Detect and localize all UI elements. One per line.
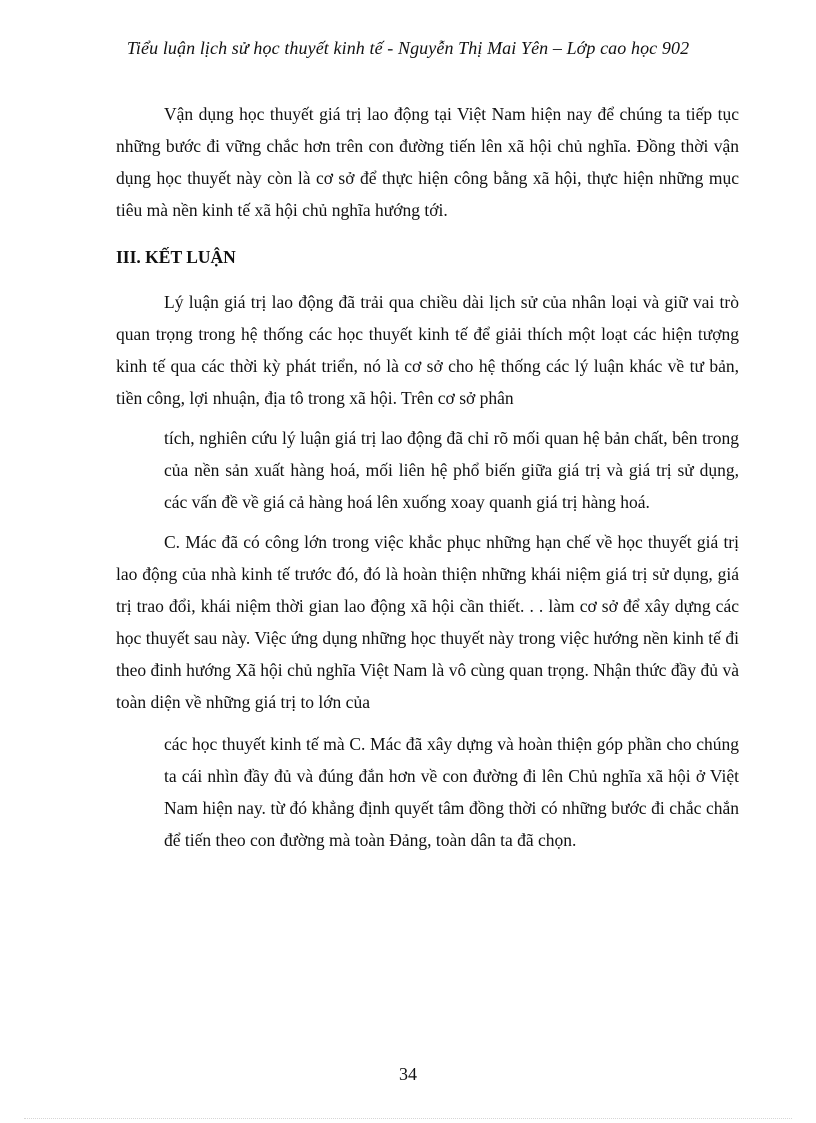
body-paragraph-1: Vận dụng học thuyết giá trị lao động tại Việt Nam hiện nay để chúng ta tiếp tục những bước đi vững chắc hơn trên con đường tiến lên xã hội chủ nghĩa. Đồng thời vận dụng học thuyết này còn là cơ sở để thực hiện công bằng xã hội, thực hiện những mục tiêu mà nền kinh tế xã hội chủ nghĩa hướng tới. — [116, 104, 739, 220]
page-header: Tiểu luận lịch sử học thuyết kinh tế - Nguyễn Thị Mai Yên – Lớp cao học 902 — [126, 38, 690, 58]
body-paragraph-3: tích, nghiên cứu lý luận giá trị lao động đã chỉ rõ mối quan hệ bản chất, bên trong của nền sản xuất hàng hoá, mối liên hệ phổ biến giữa giá trị và giá trị sử dụng, các vấn đề về giá cả hàng hoá lên xuống xoay quanh giá trị hàng hoá. — [164, 428, 739, 512]
body-paragraph-2: Lý luận giá trị lao động đã trải qua chiều dài lịch sử của nhân loại và giữ vai trò quan trọng trong hệ thống các học thuyết kinh tế để giải thích một loạt các hiện tượng kinh tế qua các thời kỳ phát triển, nó là cơ sở cho hệ thống các lý luận khác về tư bản, tiền công, lợi nhuận, địa tô trong xã hội. Trên cơ sở phân — [116, 292, 739, 408]
page-bottom-divider — [24, 1118, 792, 1119]
section-heading: III. KẾT LUẬN — [116, 247, 236, 267]
body-paragraph-4: C. Mác đã có công lớn trong việc khắc phục những hạn chế về học thuyết giá trị lao động của nhà kinh tế trước đó, đó là hoàn thiện những khái niệm giá trị sử dụng, giá trị trao đổi, khái niệm thời gian lao động xã hội cần thiết. . . làm cơ sở để xây dựng các học thuyết sau này. Việc ứng dụng những học thuyết này trong việc hướng nền kinh tế đi theo đinh hướng Xã hội chủ nghĩa Việt Nam là vô cùng quan trọng. Nhận thức đầy đủ và toàn diện về những giá trị to lớn của — [116, 532, 739, 712]
page-number: 34 — [399, 1064, 417, 1084]
body-paragraph-5: các học thuyết kinh tế mà C. Mác đã xây dựng và hoàn thiện góp phần cho chúng ta cái nhìn đầy đủ và đúng đắn hơn về con đường đi lên Chủ nghĩa xã hội ở Việt Nam hiện nay. từ đó khẳng định quyết tâm đồng thời có những bước đi chắc chắn để tiến theo con đường mà toàn Đảng, toàn dân ta đã chọn. — [164, 734, 739, 850]
